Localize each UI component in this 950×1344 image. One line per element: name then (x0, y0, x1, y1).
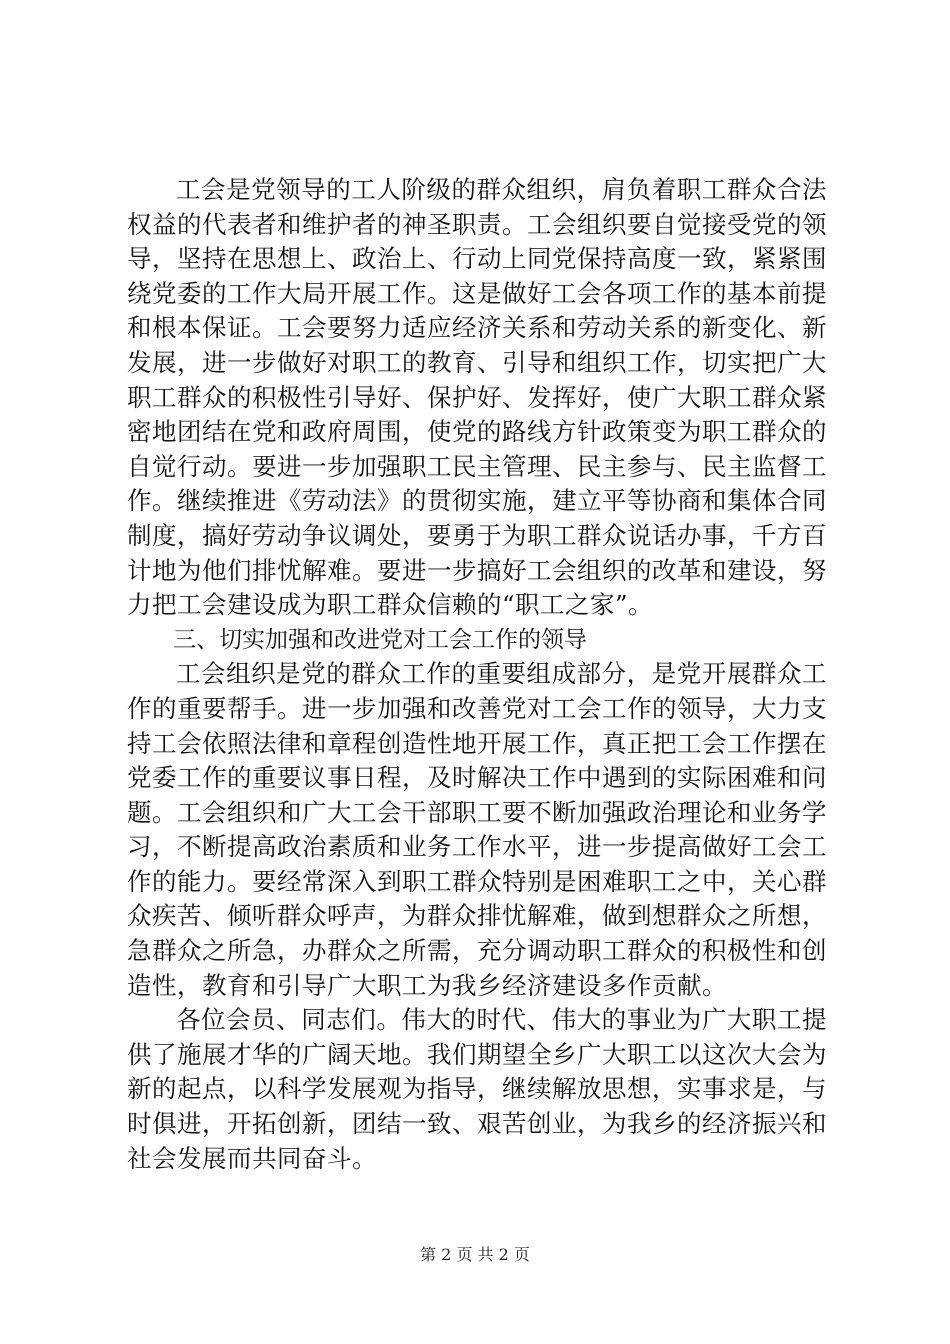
paragraph-union-role: 工会是党领导的工人阶级的群众组织，肩负着职工群众合法权益的代表者和维护者的神圣职责。工会组织要自觉接受党的领导，坚持在思想上、政治上、行动上同党保持高度一致，紧紧围绕党委的工作大局开展工作。这是做好工会各项工作的基本前提和根本保证。工会要努力适应经济关系和劳动关系的新变化、新发展，进一步做好对职工的教育、引导和组织工作，切实把广大职工群众的积极性引导好、保护好、发挥好，使广大职工群众紧密地团结在党和政府周围，使党的路线方针政策变为职工群众的自觉行动。要进一步加强职工民主管理、民主参与、民主监督工作。继续推进《劳动法》的贯彻实施，建立平等协商和集体合同制度，搞好劳动争议调处，要勇于为职工群众说话办事，千方百计地为他们排忧解难。要进一步搞好工会组织的改革和建设，努力把工会建设成为职工群众信赖的“职工之家”。 (127, 175, 827, 620)
document-body (127, 173, 827, 1176)
paragraph-closing: 各位会员、同志们。伟大的时代、伟大的事业为广大职工提供了施展才华的广阔天地。我们期望全乡广大职工以这次大会为新的起点，以科学发展观为指导，继续解放思想，实事求是，与时俱进，开拓创新，团结一致、艰苦创业，为我乡的经济振兴和社会发展而共同奋斗。 (127, 1005, 827, 1173)
paragraph-party-leadership: 工会组织是党的群众工作的重要组成部分，是党开展群众工作的重要帮手。进一步加强和改善党对工会工作的领导，大力支持工会依照法律和章程创造性地开展工作，真正把工会工作摆在党委工作的重要议事日程，及时解决工作中遇到的实际困难和问题。工会组织和广大工会干部职工要不断加强政治理论和业务学习，不断提高政治素质和业务工作水平，进一步提高做好工会工作的能力。要经常深入到职工群众特别是困难职工之中，关心群众疾苦、倾听群众呼声，为群众排忧解难，做到想群众之所想，急群众之所急，办群众之所需，充分调动职工群众的积极性和创造性，教育和引导广大职工为我乡经济建设多作贡献。 (127, 659, 827, 1000)
section-heading-3: 三、切实加强和改进党对工会工作的领导 (173, 626, 587, 653)
page-number-footer: 第 2 页 共 2 页 (420, 1245, 530, 1264)
